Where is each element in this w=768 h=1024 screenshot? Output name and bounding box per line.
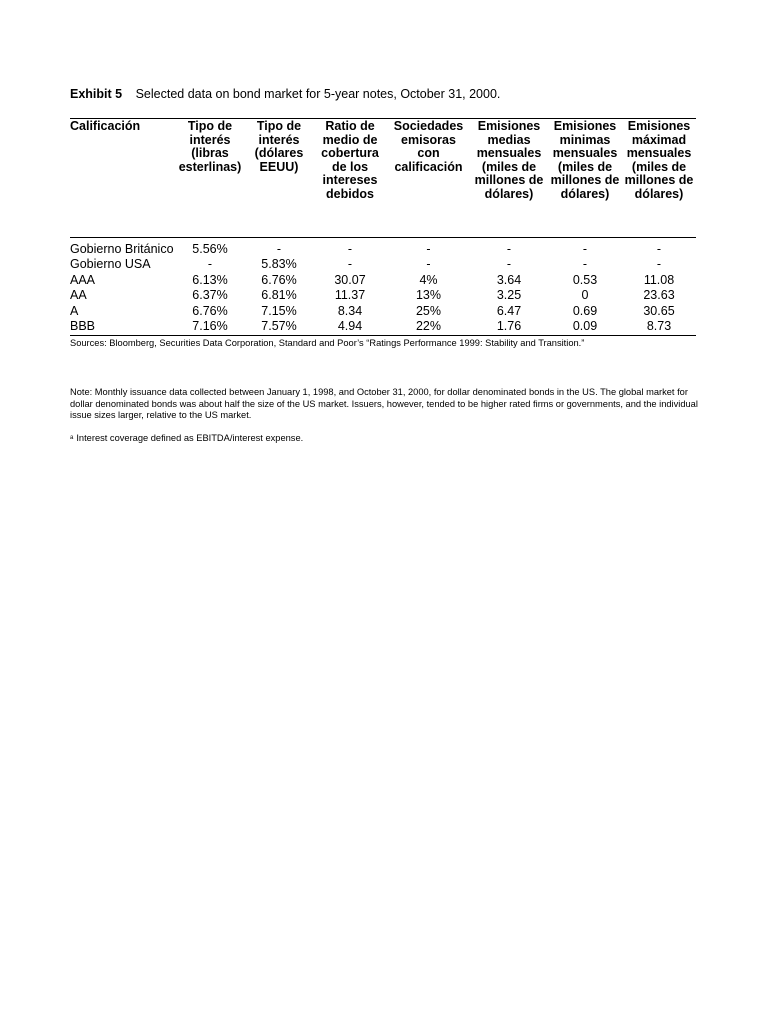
column-header-line: medio de (322, 132, 378, 147)
column-header-line: (miles de (631, 159, 687, 174)
value-cell: 5.56% (192, 241, 228, 256)
value-cell: 22% (387, 319, 470, 335)
footnote (70, 433, 700, 445)
value-cell: 6.13% (192, 272, 228, 287)
column-header-line: (miles de (557, 159, 613, 174)
issuance-note: Note: Monthly issuance data collected between January 1, 1998, and October 31, 2000, for dollar denominated bonds in the US. The global market for dollar denominated bonds was about half the size of the US market. Issuers, however, tended to be higher rated firms or governments, and the individual issue sizes larger, relative to the US market. (70, 387, 698, 421)
column-header-line: (libras (191, 146, 229, 161)
value-cell: 30.65 (643, 303, 675, 318)
rating-cell: Gobierno Británico (70, 241, 174, 256)
value-cell: - (582, 241, 588, 256)
column-header-line: interés (189, 132, 231, 147)
column-header-line: mensuales (552, 146, 618, 161)
value-cell: 23.63 (643, 288, 675, 303)
column-header-line: mensuales (626, 146, 692, 161)
value-cell: - (207, 257, 213, 272)
value-cell: 0.69 (572, 303, 598, 318)
column-header-line: cobertura (321, 146, 379, 161)
value-cell: 6.81% (261, 288, 297, 303)
exhibit-title (70, 87, 500, 101)
column-header-line: de los (331, 159, 369, 174)
footnote-text: Interest coverage defined as EBITDA/interest expense. (76, 433, 304, 443)
column-header-line: máximad (631, 132, 687, 147)
table-row (70, 237, 696, 257)
column-header-line: Emisiones (553, 119, 617, 133)
table-row (70, 288, 696, 304)
rating-cell: AAA (70, 272, 96, 287)
value-cell: - (276, 241, 282, 256)
value-cell: - (506, 241, 512, 256)
sources-note: Sources: Bloomberg, Securities Data Corporation, Standard and Poor’s “Ratings Performance 1999: Stability and Transition.” (70, 338, 585, 348)
value-cell: 5.83% (261, 257, 297, 272)
value-cell: - (426, 257, 431, 272)
column-header-line: millones de (624, 173, 694, 188)
column-header-line: Ratio de (325, 119, 375, 133)
column-header-line: (miles de (481, 159, 537, 174)
column-header-line: dólares) (484, 186, 534, 201)
value-cell: - (426, 241, 431, 256)
value-cell: - (347, 257, 353, 272)
value-cell: 13% (415, 288, 442, 303)
table-row (70, 319, 696, 335)
column-header (470, 119, 548, 238)
column-header (622, 119, 696, 238)
column-header-line: con (417, 146, 440, 161)
value-cell: 8.73 (622, 319, 696, 335)
value-cell: - (582, 257, 588, 272)
column-header (548, 119, 622, 238)
value-cell: 0.09 (548, 319, 622, 335)
exhibit-caption: Selected data on bond market for 5-year notes, October 31, 2000. (135, 87, 501, 101)
value-cell: 4.94 (313, 319, 387, 335)
value-cell: - (656, 241, 662, 256)
column-header-line: EEUU) (259, 159, 299, 174)
value-cell: 3.64 (496, 272, 522, 287)
value-cell: 6.76% (192, 303, 228, 318)
value-cell: - (656, 257, 662, 272)
table-row (70, 273, 696, 289)
column-header-line: emisoras (401, 132, 456, 147)
value-cell: 6.76% (261, 272, 297, 287)
value-cell: 7.57% (245, 319, 313, 335)
column-header-line: minimas (559, 132, 611, 147)
column-header-line: Emisiones (627, 119, 691, 133)
column-header-line: intereses (322, 173, 378, 188)
value-cell: 7.16% (175, 319, 245, 335)
value-cell: 0.53 (572, 272, 598, 287)
column-header-line: debidos (326, 186, 374, 201)
value-cell: 6.47 (496, 303, 522, 318)
column-header (175, 119, 245, 238)
value-cell: - (506, 257, 512, 272)
value-cell: 11.37 (334, 288, 366, 303)
rating-cell: AA (70, 288, 87, 303)
value-cell: 25% (415, 303, 442, 318)
bond-data-table (70, 118, 696, 336)
rating-cell: A (70, 303, 79, 318)
column-header-line: interés (258, 132, 300, 147)
rating-cell: Gobierno USA (70, 257, 151, 272)
value-cell: 6.37% (192, 288, 228, 303)
column-header (70, 119, 175, 238)
table-header-row (70, 119, 696, 238)
column-header-line: Calificación (70, 119, 141, 133)
column-header-line: dólares) (560, 186, 610, 201)
value-cell: 30.07 (334, 272, 366, 287)
column-header (387, 119, 470, 238)
column-header-line: esterlinas) (178, 159, 242, 174)
footnote-marker: a (70, 435, 74, 441)
column-header-line: medias (487, 132, 531, 147)
table-row (70, 257, 696, 273)
column-header-line: mensuales (476, 146, 542, 161)
value-cell: 0 (581, 288, 589, 303)
column-header (313, 119, 387, 238)
table-row (70, 304, 696, 320)
column-header-line: millones de (550, 173, 620, 188)
column-header-line: Sociedades (393, 119, 464, 133)
column-header (245, 119, 313, 238)
exhibit-label: Exhibit 5 (70, 87, 123, 101)
column-header-line: millones de (474, 173, 544, 188)
value-cell: - (347, 241, 353, 256)
column-header-line: Emisiones (477, 119, 541, 133)
column-header-line: Tipo de (256, 119, 302, 133)
value-cell: 3.25 (496, 288, 522, 303)
column-header-line: calificación (394, 159, 463, 174)
rating-cell: BBB (70, 319, 175, 335)
column-header-line: (dólares (254, 146, 304, 161)
column-header-line: Tipo de (187, 119, 233, 133)
value-cell: 4% (419, 272, 438, 287)
column-header-line: dólares) (634, 186, 684, 201)
value-cell: 7.15% (261, 303, 297, 318)
value-cell: 11.08 (643, 272, 675, 287)
value-cell: 8.34 (337, 303, 363, 318)
value-cell: 1.76 (470, 319, 548, 335)
table-body (70, 237, 696, 335)
